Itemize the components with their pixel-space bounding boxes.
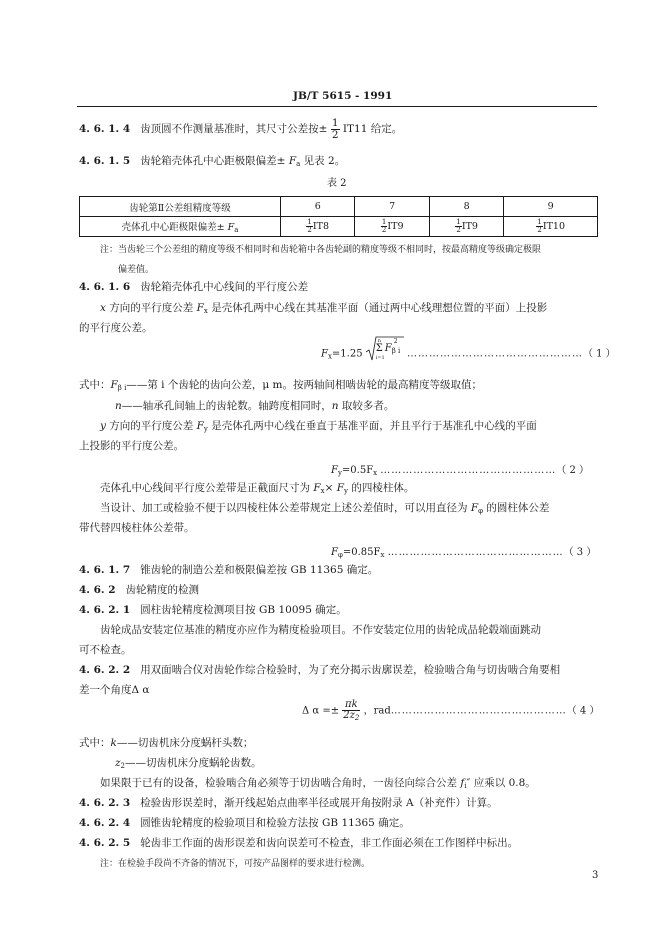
paragraph-mounting-datum: 齿轮成品安装定位基准的精度亦应作为精度检验项目。不作安装定位用的齿轮成品轮毂端面跳动 <box>100 624 541 636</box>
fraction-one-half: $\frac{1}{2}$ <box>331 117 339 141</box>
end-note: 注：在检验手段尚不齐备的情况下，可按产品图样的要求进行检测。 <box>100 859 371 869</box>
equation-1: $F_x=1.25$ n Σ i=1 $F_{\beta i}$ 2 …………………………………………（ 1 ） <box>321 344 616 364</box>
clause-text: 圆柱齿轮精度检测项目按 GB 10095 确定。 <box>140 604 347 616</box>
clause-text: 齿轮箱壳体孔中心距极限偏差± <box>140 155 286 167</box>
table-row <box>80 197 598 217</box>
clause-text: 齿顶圆不作测量基准时，其尺寸公差按± <box>140 123 328 135</box>
table-row <box>80 217 598 237</box>
clause-number: 4. 6. 2. 2 <box>79 664 131 676</box>
paragraph-y-parallelism: y 方向的平行度公差 $F_y$ 是壳体孔两中心线在垂直于基准平面，并且平行于基准孔中心线的平面 <box>100 420 537 433</box>
equation-number: （ 4 ） <box>566 705 600 717</box>
clause-4-6-2-3 <box>79 795 498 810</box>
where-F-beta: 式中：$F_{\beta i}——$第 i 个齿轮的齿向公差，μ m。按两轴间相啮齿轮的最高精度等级取值； <box>79 379 482 392</box>
clause-text: 用双面啮合仪对齿轮作综合检验时，为了充分揭示齿廓误差，检验啮合角与切齿啮合角要相 <box>140 664 561 676</box>
fraction-pi-k-over-2z2: $\frac{\pi k}{2z_2}$ <box>343 699 360 722</box>
table-cell: 8 <box>429 197 503 217</box>
where-k: 式中：k——切齿机床分度蜗杆头数； <box>79 737 254 749</box>
clause-number: 4. 6. 2. 1 <box>79 604 131 616</box>
table-cell: $\frac{1}{2}$ IT10 <box>504 217 598 237</box>
clause-4-6-2-2-cont: 差一个角度Δ α <box>79 684 150 696</box>
symbol-F: F <box>288 155 297 167</box>
clause-number: 4. 6. 1. 5 <box>79 155 131 167</box>
paragraph-mounting-datum-cont: 可不检查。 <box>79 644 132 656</box>
clause-text: 锥齿轮的制造公差和极限偏差按 GB 11365 确定。 <box>140 564 379 576</box>
clause-4-6-2-2 <box>79 662 560 677</box>
clause-number: 4. 6. 1. 7 <box>79 564 131 576</box>
where-z2: $z_2——$切齿机床分度蜗轮齿数。 <box>115 757 262 770</box>
clause-text: 轮齿非工作面的齿形误差和齿向误差可不检查，非工作面必须在工作图样中标出。 <box>140 837 519 849</box>
clause-number: 4. 6. 2. 4 <box>79 817 131 829</box>
paragraph-radial-composite: 如果限于已有的设备，检验啮合角必须等于切齿啮合角时，一齿径向综合公差 $f_i''$ 应乘以 0.8。 <box>100 777 536 790</box>
table-cell: $\frac{1}{2}$ IT9 <box>355 217 429 237</box>
clause-text-end: IT11 给定。 <box>342 123 403 135</box>
clause-4-6-1-5: 4. 6. 1. 5 齿轮箱壳体孔中心距极限偏差± $F_a$ 见表 2。 <box>79 155 346 168</box>
clause-text-end: 见表 2。 <box>303 155 346 167</box>
equation-3: $F_\varphi=0.85F_x$ …………………………………………（ 3 ） <box>331 547 597 559</box>
table-header-cell: 壳体孔中心距极限偏差± $F_a$ <box>80 217 281 237</box>
clause-title: 齿轮精度的检测 <box>125 584 200 596</box>
paragraph-x-parallelism-cont: 的平行度公差。 <box>79 322 153 334</box>
equation-2: $F_y=0.5F_x$ …………………………………………（ 2 ） <box>331 465 590 477</box>
equation-number: （ 3 ） <box>563 547 597 558</box>
paragraph-y-parallelism-cont: 上投影的平行度公差。 <box>79 440 184 452</box>
table-header-cell: 齿轮第Ⅱ公差组精度等级 <box>80 197 281 217</box>
table-cell: 6 <box>281 197 355 217</box>
clause-4-6-1-4 <box>79 118 402 140</box>
clause-text: 检验齿形误差时，渐开线起始点曲率半径或展开角按附录 A（补充件）计算。 <box>140 797 498 809</box>
table-2 <box>79 196 598 237</box>
table-cell: $\frac{1}{2}$ IT8 <box>281 217 355 237</box>
clause-number: 4. 6. 2 <box>79 584 116 596</box>
header-rule <box>77 106 597 107</box>
equation-number: （ 1 ） <box>582 348 616 360</box>
clause-text: 圆锥齿轮精度的检验项目和检验方法按 GB 11365 确定。 <box>140 817 410 829</box>
equation-4: Δ α =± $\frac{\pi k}{2z_2}$ ，rad…………………………………………（ 4 ） <box>302 699 600 722</box>
table-cell: 9 <box>504 197 598 217</box>
clause-number: 4. 6. 2. 3 <box>79 797 131 809</box>
clause-4-6-2-4 <box>79 815 410 830</box>
paragraph-cylinder-zone-cont: 带代替四棱柱体公差带。 <box>79 522 195 534</box>
table-cell: 7 <box>355 197 429 217</box>
where-n: n——轴承孔间轴上的齿轮数。轴跨度相同时，n 取较多者。 <box>115 400 395 412</box>
table-note-line2: 偏差值。 <box>118 265 155 275</box>
table-note-line1: 注：当齿轮三个公差组的精度等级不相同时和齿轮箱中各齿轮副的精度等级不相同时，按最高精度等级确定极限 <box>100 245 542 255</box>
paragraph-cylinder-zone: 当设计、加工或检验不便于以四棱柱体公差带规定上述公差值时，可以用直径为 $F_\varphi$ 的圆柱体公差 <box>100 502 550 515</box>
page-number: 3 <box>592 870 599 881</box>
clause-4-6-1-6-title <box>79 279 308 294</box>
clause-number: 4. 6. 1. 6 <box>79 281 131 293</box>
clause-number: 4. 6. 1. 4 <box>79 123 131 135</box>
sqrt-sum: n Σ i=1 $F_{\beta i}$ 2 <box>366 344 404 364</box>
clause-4-6-2 <box>79 582 199 597</box>
clause-4-6-2-5 <box>79 835 518 850</box>
table-cell: $\frac{1}{2}$ IT9 <box>429 217 503 237</box>
paragraph-tolerance-zone: 壳体孔中心线间平行度公差带是正截面尺寸为 $F_x\times F_y$ 的四棱柱体。 <box>100 482 415 495</box>
clause-4-6-2-1 <box>79 602 347 617</box>
clause-number: 4. 6. 2. 5 <box>79 837 131 849</box>
paragraph-x-parallelism: x 方向的平行度公差 $F_x$ 是壳体孔两中心线在其基准平面（通过两中心线理想位置的平面）上投影 <box>100 302 548 315</box>
header-standard-number: JB/T 5615 - 1991 <box>293 90 393 102</box>
equation-number: （ 2 ） <box>556 465 590 476</box>
table-caption: 表 2 <box>327 178 347 189</box>
clause-title: 齿轮箱壳体孔中心线间的平行度公差 <box>140 281 309 293</box>
clause-4-6-1-7 <box>79 562 378 577</box>
